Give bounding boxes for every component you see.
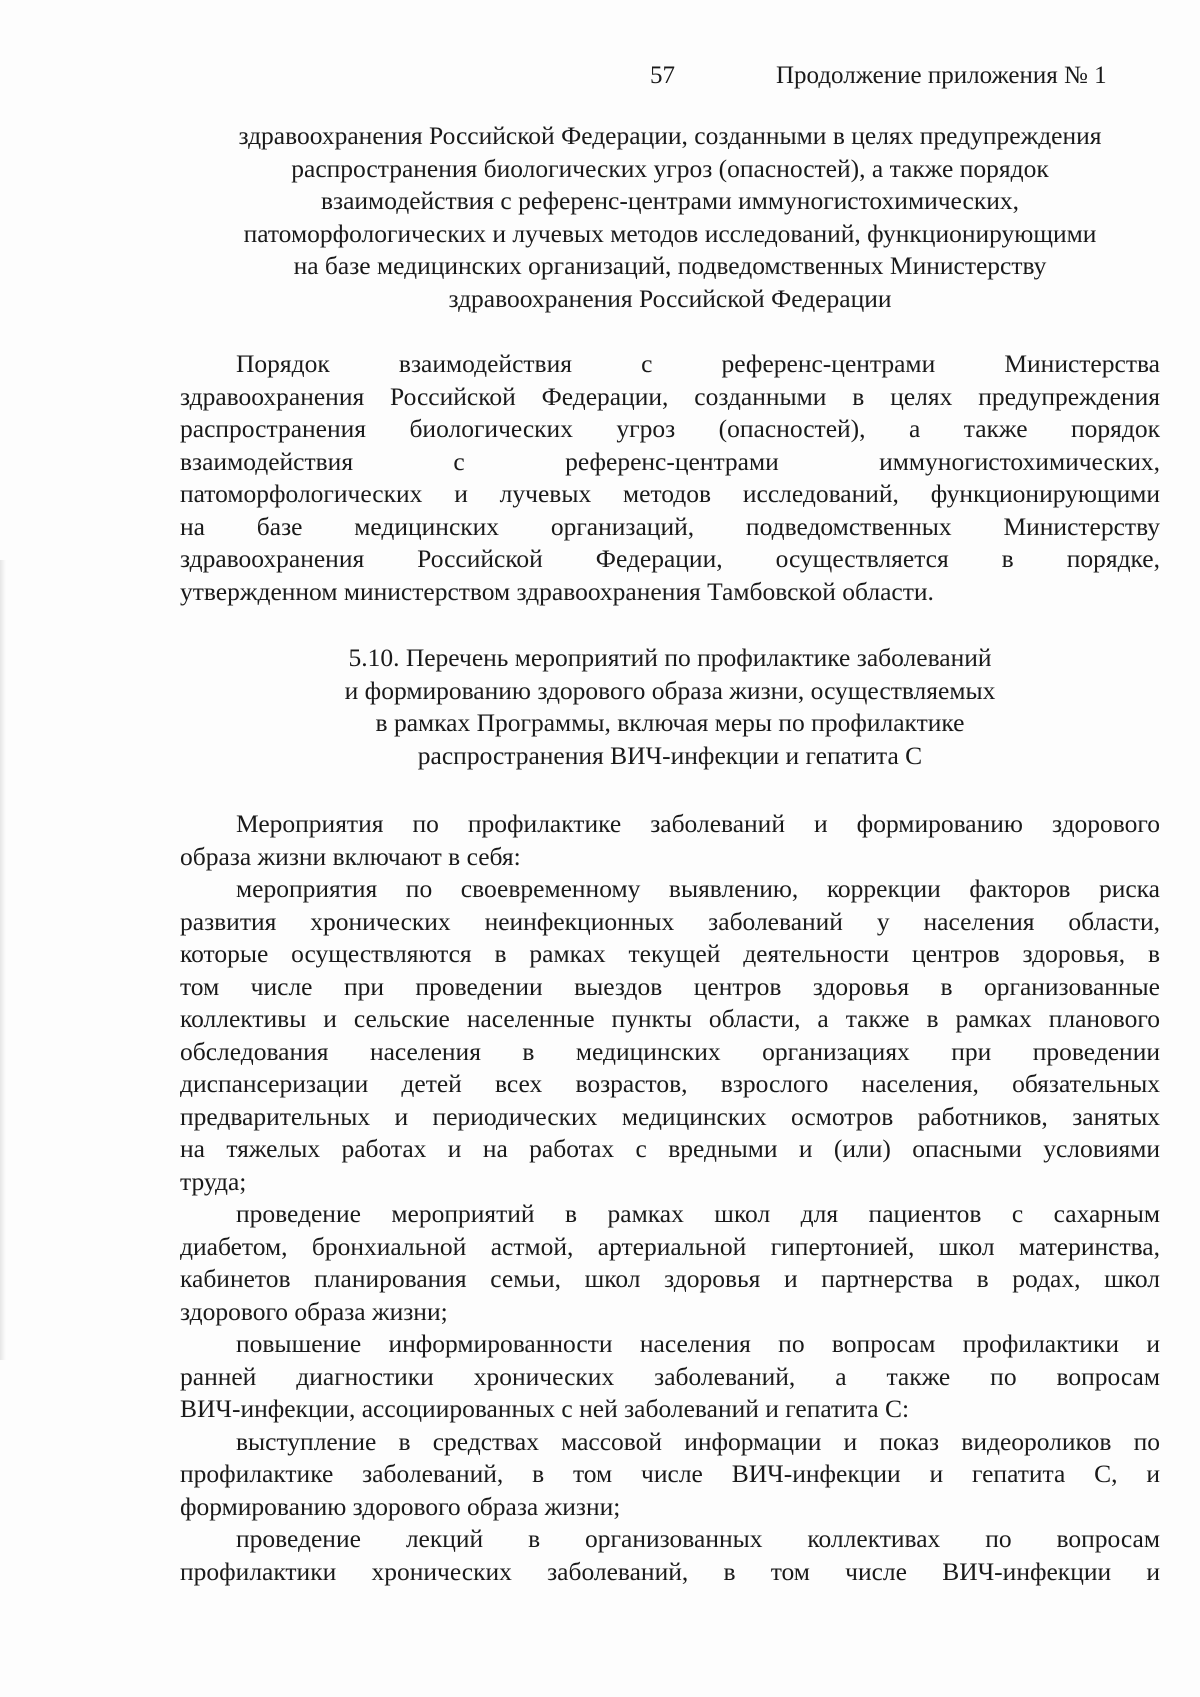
intro-heading-line: распространения биологических угроз (опасностей), а также порядок [291,153,1049,183]
body-line: проведение лекций в организованных коллективах по вопросам [236,1524,1160,1553]
body-line: ВИЧ-инфекции, ассоциированных с ней заболеваний и гепатита С: [180,1394,910,1423]
body-line: выступление в средствах массовой информации и показ видеороликов по [236,1426,1160,1456]
body-line: предварительных и периодических медицинских осмотров работников, занятых [180,1101,1160,1131]
body-line: здорового образа жизни; [180,1296,448,1326]
paragraph-line: здравоохранения Российской Федерации, созданными в целях предупреждения [180,381,1160,411]
intro-heading-line: патоморфологических и лучевых методов исследований, функционирующими [243,218,1097,248]
section-heading-line: распространения ВИЧ-инфекции и гепатита С [417,740,923,770]
body-line: Мероприятия по профилактике заболеваний и формированию здорового [236,809,1160,838]
intro-heading-line: на базе медицинских организаций, подведомственных Министерству [293,251,1047,280]
page-header [0,62,1200,98]
paragraph-line: утвержденном министерством здравоохранения Тамбовской области. [180,576,934,606]
body-line: повышение информированности населения по вопросам профилактики и [236,1329,1160,1358]
body-line: диспансеризации детей всех возрастов, взрослого населения, обязательных [180,1069,1160,1098]
body-line: мероприятия по своевременному выявлению, коррекции факторов риска [236,874,1160,903]
body-line: профилактике заболеваний, в том числе ВИЧ-инфекции и гепатита С, и [180,1459,1160,1488]
body-line: на тяжелых работах и на работах с вредными и (или) опасными условиями [180,1134,1160,1163]
body-line: ранней диагностики хронических заболеваний, а также по вопросам [180,1361,1160,1391]
body-line: проведение мероприятий в рамках школ для пациентов с сахарным [236,1199,1160,1228]
body-line: которые осуществляются в рамках текущей деятельности центров здоровья, в [180,939,1160,968]
body-text [180,808,1160,1588]
paragraph-line: Порядок взаимодействия с референс-центрами Министерства [236,349,1160,378]
body-line: профилактики хронических заболеваний, в том числе ВИЧ-инфекции и [180,1556,1160,1586]
body-line: развития хронических неинфекционных заболеваний у населения области, [180,906,1160,936]
body-line: коллективы и сельские населенные пункты области, а также в рамках планового [180,1004,1160,1033]
intro-heading-line: взаимодействия с референс-центрами иммуногистохимических, [320,186,1019,215]
section-heading-line: и формированию здорового образа жизни, осуществляемых [344,675,996,705]
body-line: кабинетов планирования семьи, школ здоровья и партнерства в родах, школ [180,1264,1160,1293]
body-line: труда; [180,1166,247,1196]
section-heading-line: в рамках Программы, включая меры по профилактике [375,708,965,737]
intro-heading [180,120,1160,315]
body-line: обследования населения в медицинских организациях при проведении [180,1036,1160,1066]
paragraph-line: взаимодействия с референс-центрами иммуногистохимических, [180,446,1160,476]
scan-edge-shadow [0,560,6,1360]
body-line: том числе при проведении выездов центров здоровья в организованные [180,971,1160,1001]
appendix-continuation-label: Продолжение приложения № 1 [776,62,1107,89]
paragraph-line: здравоохранения Российской Федерации, осуществляется в порядке, [180,544,1160,573]
section-heading [230,642,1110,772]
body-line: диабетом, бронхиальной астмой, артериальной гипертонией, школ материнства, [180,1231,1160,1261]
page-number: 57 [650,62,675,89]
intro-paragraph [180,348,1160,608]
body-line: формированию здорового образа жизни; [180,1491,621,1521]
intro-heading-line: здравоохранения Российской Федерации [448,283,892,313]
paragraph-line: патоморфологических и лучевых методов исследований, функционирующими [180,479,1160,508]
intro-heading-line: здравоохранения Российской Федерации, созданными в целях предупреждения [238,121,1102,150]
body-line: образа жизни включают в себя: [180,841,521,871]
section-heading-line: 5.10. Перечень мероприятий по профилактике заболеваний [348,643,992,672]
paragraph-line: на базе медицинских организаций, подведомственных Министерству [180,511,1160,541]
paragraph-line: распространения биологических угроз (опасностей), а также порядок [180,414,1160,443]
